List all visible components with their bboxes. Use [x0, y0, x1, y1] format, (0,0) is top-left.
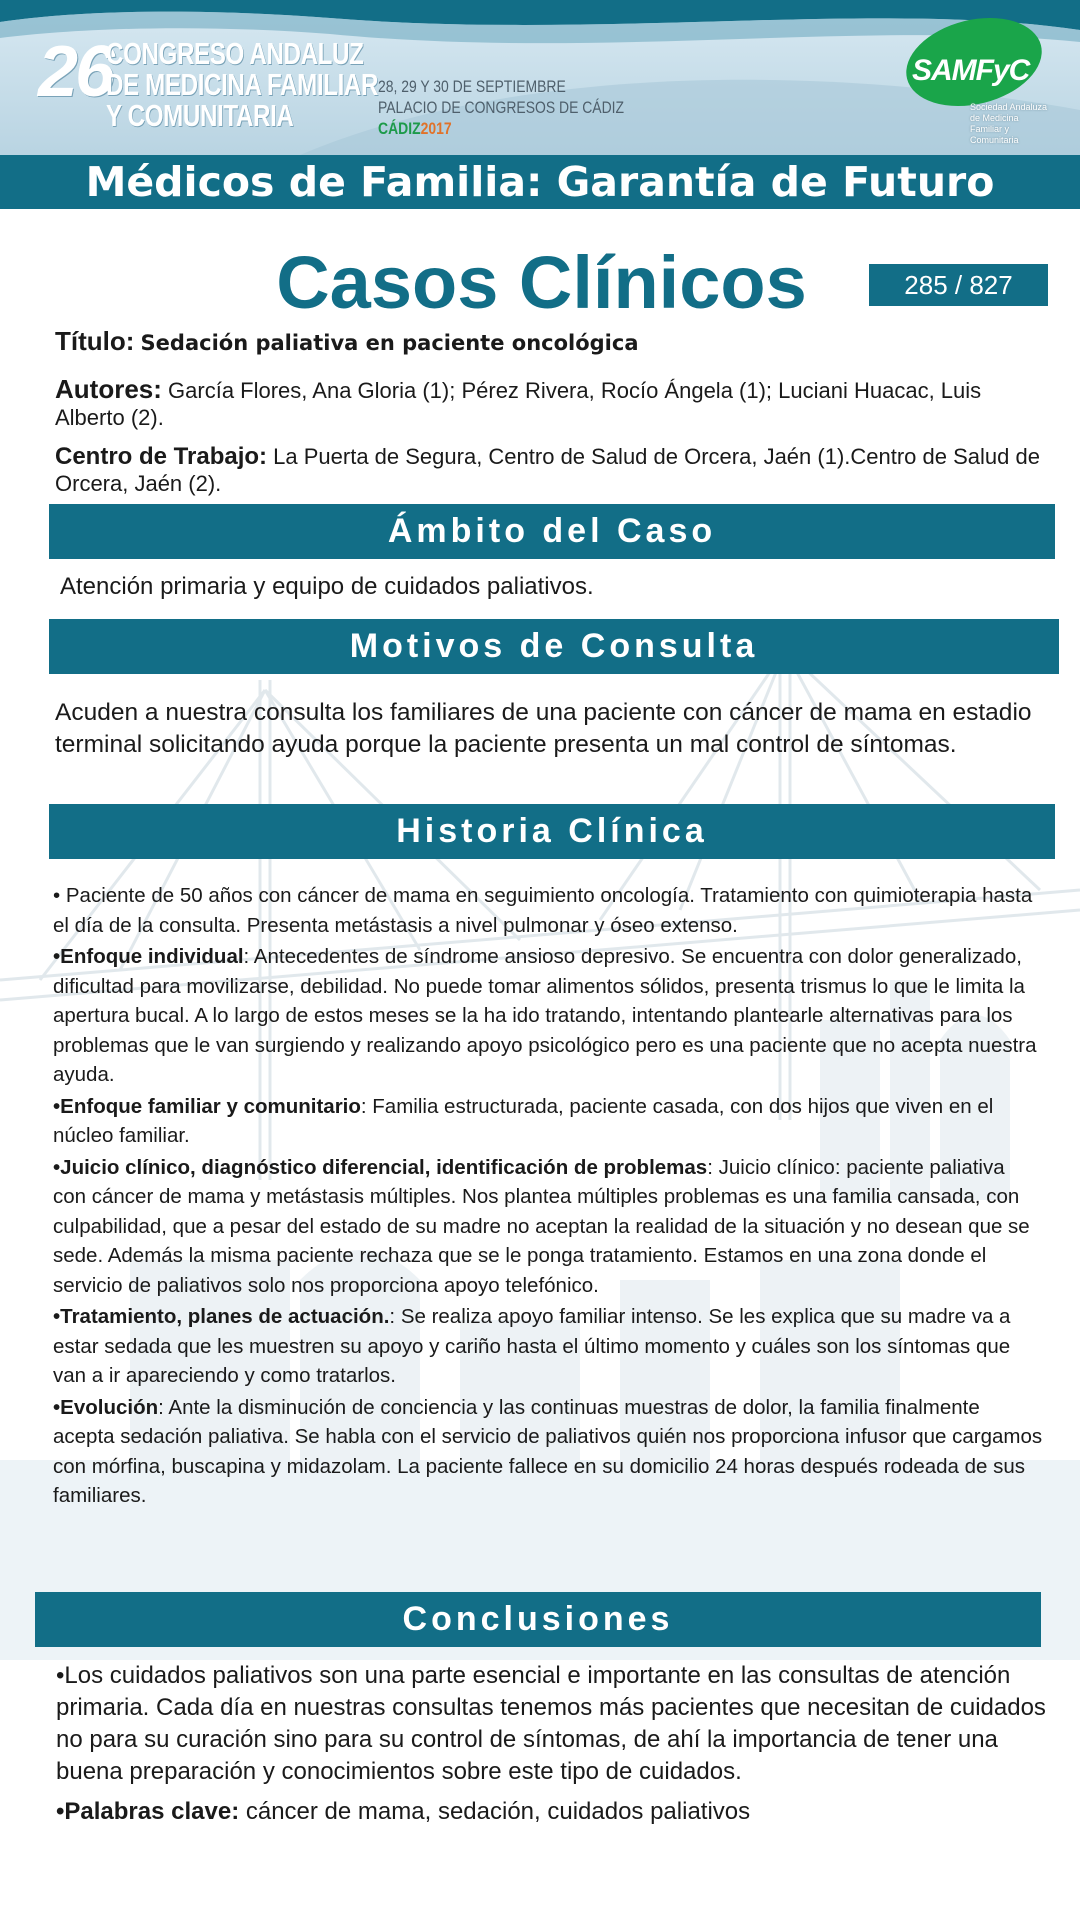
conclusiones-text: •Los cuidados paliativos son una parte esencial e importante en las consultas de atención primaria. Cada día en nuestras consultas tenemos más pacientes que necesitan de cuidados no para su curación sino para su control de síntomas, de ahí la importancia de tener una buena preparación y conocimientos sobre este tipo de cuidados. [56, 1662, 1046, 1785]
historia-item-label: •Evolución [53, 1395, 159, 1419]
congress-dates [378, 76, 624, 139]
historia-item-label: •Juicio clínico, diagnóstico diferencial, identificación de problemas [53, 1155, 708, 1179]
samfyc-logo-text: SAMFyC [912, 54, 1030, 87]
historia-item-text: • Paciente de 50 años con cáncer de mama en seguimiento oncología. Tratamiento con quimioterapia hasta el día de la consulta. Presenta metástasis a nivel pulmonar y óseo extenso. [53, 884, 1033, 937]
keywords-label: •Palabras clave: [56, 1798, 240, 1825]
centro-label: Centro de Trabajo: [55, 443, 268, 470]
keywords-text: cáncer de mama, sedación, cuidados paliativos [239, 1798, 751, 1825]
section-heading-conclusiones: Conclusiones [35, 1592, 1041, 1647]
authors-row [55, 376, 1045, 431]
historia-item [53, 1153, 1043, 1301]
slogan-text: Médicos de Familia: Garantía de Futuro [85, 158, 995, 206]
page-title-text: Casos Clínicos [276, 241, 807, 324]
historia-item-label: •Tratamiento, planes de actuación. [53, 1305, 390, 1328]
conclusiones-body [56, 1660, 1046, 1836]
historia-list [53, 881, 1043, 1513]
city-name: CÁDIZ [378, 119, 421, 138]
congress-year: 2017 [420, 119, 452, 138]
authors-list: García Flores, Ana Gloria (1); Pérez Rivera, Rocío Ángela (1); Luciani Huacac, Luis Alberto (2). [55, 378, 982, 430]
keywords-row [56, 1796, 1046, 1828]
city-year [378, 118, 624, 139]
congress-title-line: Y COMUNITARIA [106, 98, 294, 133]
case-title: Sedación paliativa en paciente oncológica [140, 331, 639, 355]
slogan-banner [0, 155, 1080, 209]
congress-title [106, 38, 378, 131]
section-heading-ambito: Ámbito del Caso [49, 504, 1055, 559]
congress-title-line: CONGRESO ANDALUZ [106, 36, 364, 71]
case-title-row [55, 328, 1045, 357]
historia-item-text: : Juicio clínico: paciente paliativa con cáncer de mama y metástasis múltiples. Nos plantea múltiples problemas es una familia cansada, con culpabilidad, que a pesar del estado de su madre no aceptan la realidad de la situación y no desean que se sede. Además la misma paciente rechaza que se le ponga tratamiento. Estamos en una zona donde el servicio de paliativos solo nos proporciona apoyo telefónico. [53, 1155, 1030, 1297]
workplace-row [55, 443, 1045, 497]
historia-item-text: : Familia estructurada, paciente casada, con dos hijos que viven en el núcleo familiar. [53, 1094, 994, 1147]
section-heading-historia: Historia Clínica [49, 804, 1055, 859]
venue-line: PALACIO DE CONGRESOS DE CÁDIZ [378, 98, 625, 117]
samfyc-logo-subtext: Sociedad Andaluza de Medicina Familiar y Comunitaria [970, 102, 1048, 145]
historia-item-text: : Se realiza apoyo familiar intenso. Se les explica que su madre va a estar sedada que les muestren su apoyo y cariño hasta el último momento y cuáles son los síntomas que van a ir apareciendo y como tratarlos. [53, 1305, 1011, 1387]
autores-label: Autores: [55, 374, 162, 404]
congress-number: 26 [38, 32, 113, 112]
congress-header [0, 0, 1080, 155]
historia-item-text: : Ante la disminución de conciencia y las continuas muestras de dolor, la familia finalmente acepta sedación paliativa. Se habla con el servicio de paliativos quién nos proporciona infusor que cargamos con mórfina, buscapina y midazolam. La paciente fallece en su domicilio 24 horas después rodeada de sus familiares. [53, 1395, 1043, 1507]
motivos-text: Acuden a nuestra consulta los familiares de una paciente con cáncer de mama en estadio terminal solicitando ayuda porque la paciente presenta un mal control de síntomas. [55, 699, 1032, 758]
historia-item [53, 942, 1043, 1090]
titulo-label: Título: [55, 326, 135, 356]
historia-item-label: •Enfoque individual [53, 945, 244, 968]
dates-line: 28, 29 Y 30 DE SEPTIEMBRE [378, 77, 566, 96]
workplace-text: La Puerta de Segura, Centro de Salud de Orcera, Jaén (1).Centro de Salud de Orcera, Jaén (2). [55, 444, 1040, 496]
historia-item [53, 1393, 1043, 1511]
congress-title-line: DE MEDICINA FAMILIAR [106, 67, 379, 102]
page-counter-badge: 285 / 827 [869, 264, 1048, 306]
historia-item-label: •Enfoque familiar y comunitario [53, 1094, 361, 1118]
historia-item-text: : Antecedentes de síndrome ansioso depresivo. Se encuentra con dolor generalizado, dificultad para movilizarse, debilidad. No puede tomar alimentos sólidos, presenta trismus lo que le limita la apertura bucal. A lo largo de estos meses se la ha ido tratando, intentando plantearle alternativas para los problemas que le van surgiendo y realizando apoyo psicológico pero es una paciente que no acepta nuestra ayuda. [53, 945, 1037, 1086]
section-heading-motivos: Motivos de Consulta [49, 619, 1059, 674]
historia-item [53, 1092, 1043, 1151]
ambito-text: Atención primaria y equipo de cuidados paliativos. [60, 573, 594, 600]
historia-item [53, 881, 1043, 940]
historia-item [53, 1302, 1043, 1391]
